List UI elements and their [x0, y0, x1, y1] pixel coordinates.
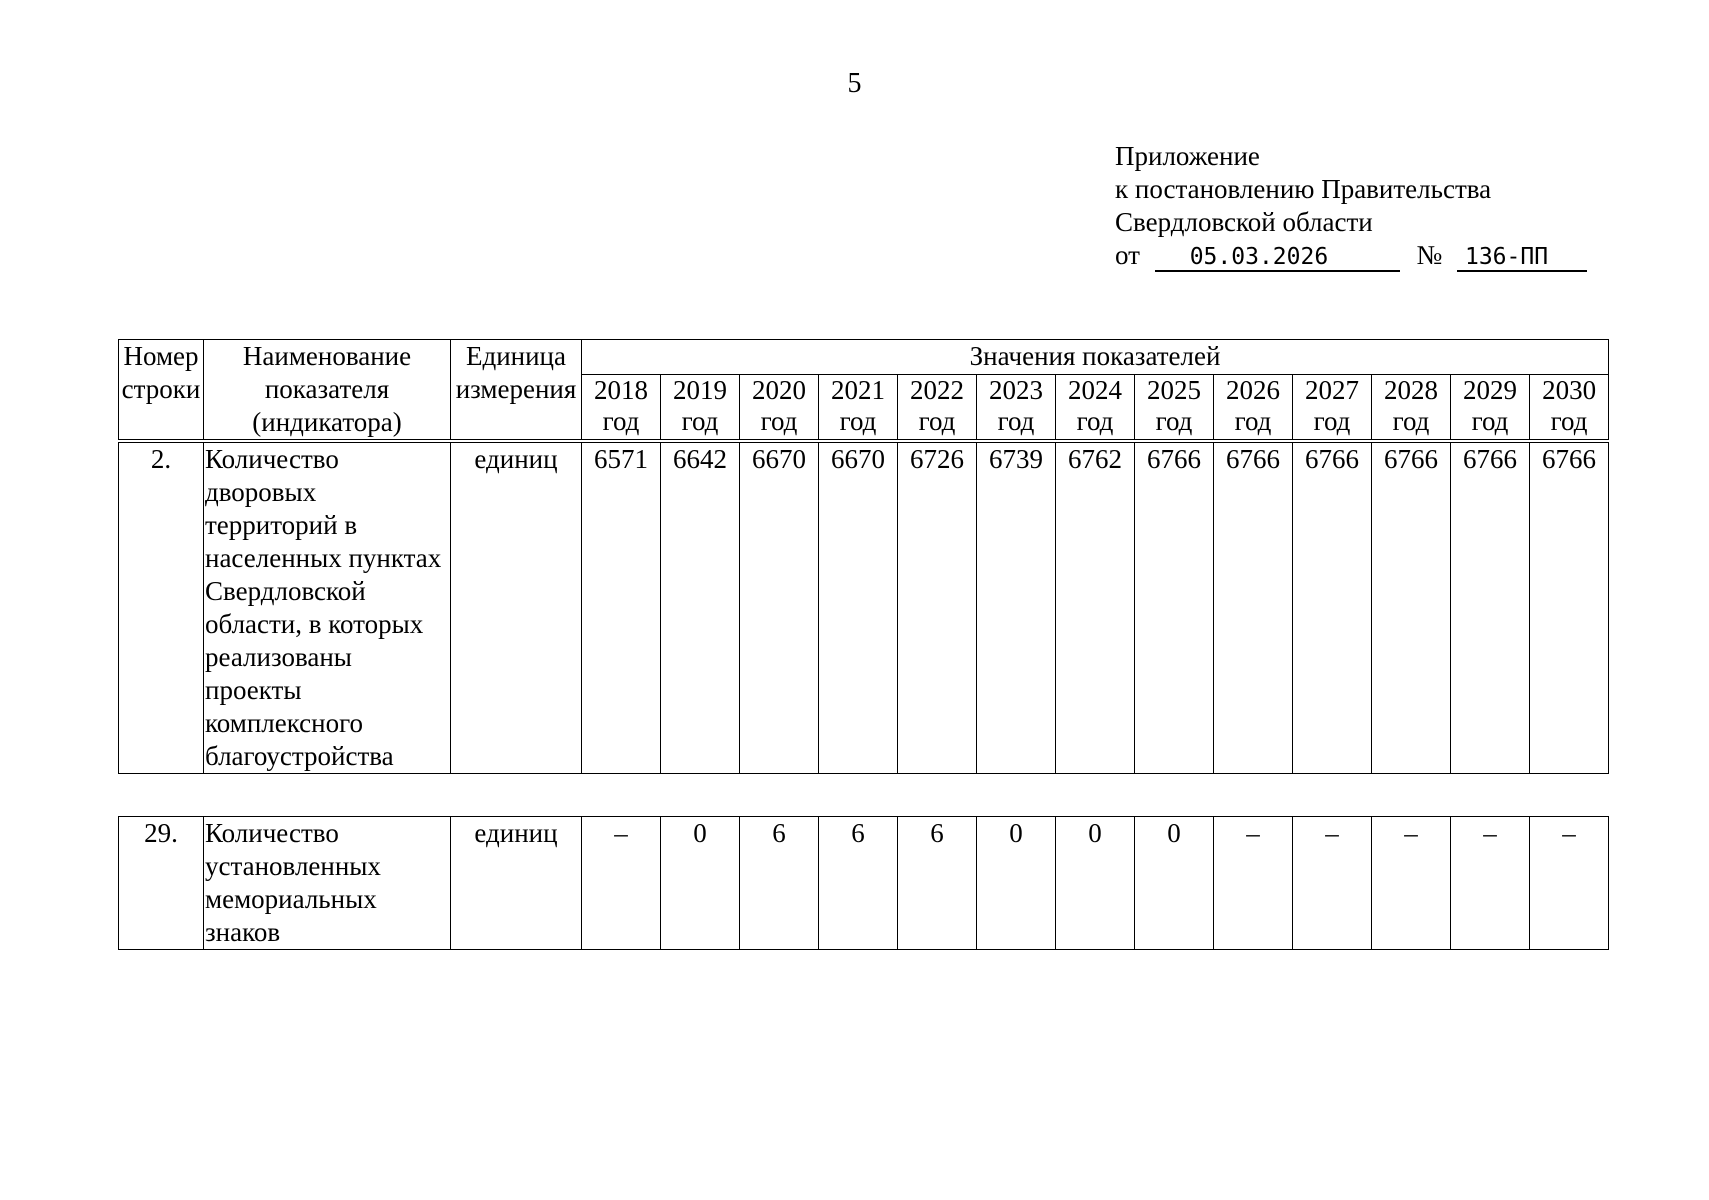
row-number: 2.: [119, 443, 204, 774]
table-row: [119, 817, 1609, 950]
header-year: 2023 год: [977, 374, 1056, 439]
appendix-title: Приложение: [1115, 141, 1260, 171]
value-cell: 6571: [582, 443, 661, 774]
value-cell: –: [1451, 817, 1530, 950]
value-cell: 0: [1135, 817, 1214, 950]
value-cell: 6670: [740, 443, 819, 774]
value-cell: 6766: [1214, 443, 1293, 774]
appendix-line-region: Свердловской области: [1115, 207, 1373, 237]
value-cell: –: [1530, 817, 1609, 950]
indicator-table-row-29: [118, 816, 1609, 950]
decree-date: 05.03.2026: [1155, 244, 1400, 272]
value-cell: 0: [661, 817, 740, 950]
indicator-name: Количество установленных мемориальных знаков: [204, 817, 451, 950]
value-cell: 6: [740, 817, 819, 950]
unit-cell: единиц: [451, 817, 582, 950]
header-year: 2022 год: [898, 374, 977, 439]
value-cell: 6670: [819, 443, 898, 774]
value-cell: 6739: [977, 443, 1056, 774]
value-cell: 6: [898, 817, 977, 950]
appendix-line-decree: к постановлению Правительства: [1115, 174, 1492, 204]
header-year: 2027 год: [1293, 374, 1372, 439]
value-cell: 6766: [1293, 443, 1372, 774]
page-number: 5: [847, 68, 862, 99]
value-cell: 6766: [1135, 443, 1214, 774]
header-row-number: Номер строки: [119, 340, 204, 440]
header-year: 2019 год: [661, 374, 740, 439]
value-cell: –: [1214, 817, 1293, 950]
value-cell: –: [582, 817, 661, 950]
header-year: 2024 год: [1056, 374, 1135, 439]
table-row: [119, 443, 1609, 774]
decree-number: 136-ПП: [1457, 244, 1587, 272]
header-year: 2028 год: [1372, 374, 1451, 439]
value-cell: 6766: [1451, 443, 1530, 774]
header-year: 2030 год: [1530, 374, 1609, 439]
header-year: 2020 год: [740, 374, 819, 439]
value-cell: 6726: [898, 443, 977, 774]
appendix-date-number-row: [1115, 239, 1587, 272]
header-year: 2021 год: [819, 374, 898, 439]
value-cell: 0: [977, 817, 1056, 950]
indicator-name: Количество дворовых территорий в населенных пунктах Свердловской области, в которых реализованы проекты комплексного благоустройства: [204, 443, 451, 774]
header-year: 2026 год: [1214, 374, 1293, 439]
from-label: от: [1115, 240, 1140, 270]
indicator-table-row-2: [118, 442, 1609, 774]
value-cell: –: [1293, 817, 1372, 950]
header-indicator-name: Наименование показателя (индикатора): [204, 340, 451, 440]
header-year: 2018 год: [582, 374, 661, 439]
unit-cell: единиц: [451, 443, 582, 774]
value-cell: 6: [819, 817, 898, 950]
header-unit: Единица измерения: [451, 340, 582, 440]
appendix-block: [1115, 140, 1587, 272]
value-cell: 6762: [1056, 443, 1135, 774]
value-cell: 6642: [661, 443, 740, 774]
row-number: 29.: [119, 817, 204, 950]
value-cell: –: [1372, 817, 1451, 950]
value-cell: 0: [1056, 817, 1135, 950]
header-values-group: Значения показателей: [582, 340, 1609, 375]
header-year: 2029 год: [1451, 374, 1530, 439]
number-sign: №: [1416, 240, 1443, 270]
indicator-table-header: [118, 339, 1609, 440]
value-cell: 6766: [1530, 443, 1609, 774]
header-year: 2025 год: [1135, 374, 1214, 439]
value-cell: 6766: [1372, 443, 1451, 774]
